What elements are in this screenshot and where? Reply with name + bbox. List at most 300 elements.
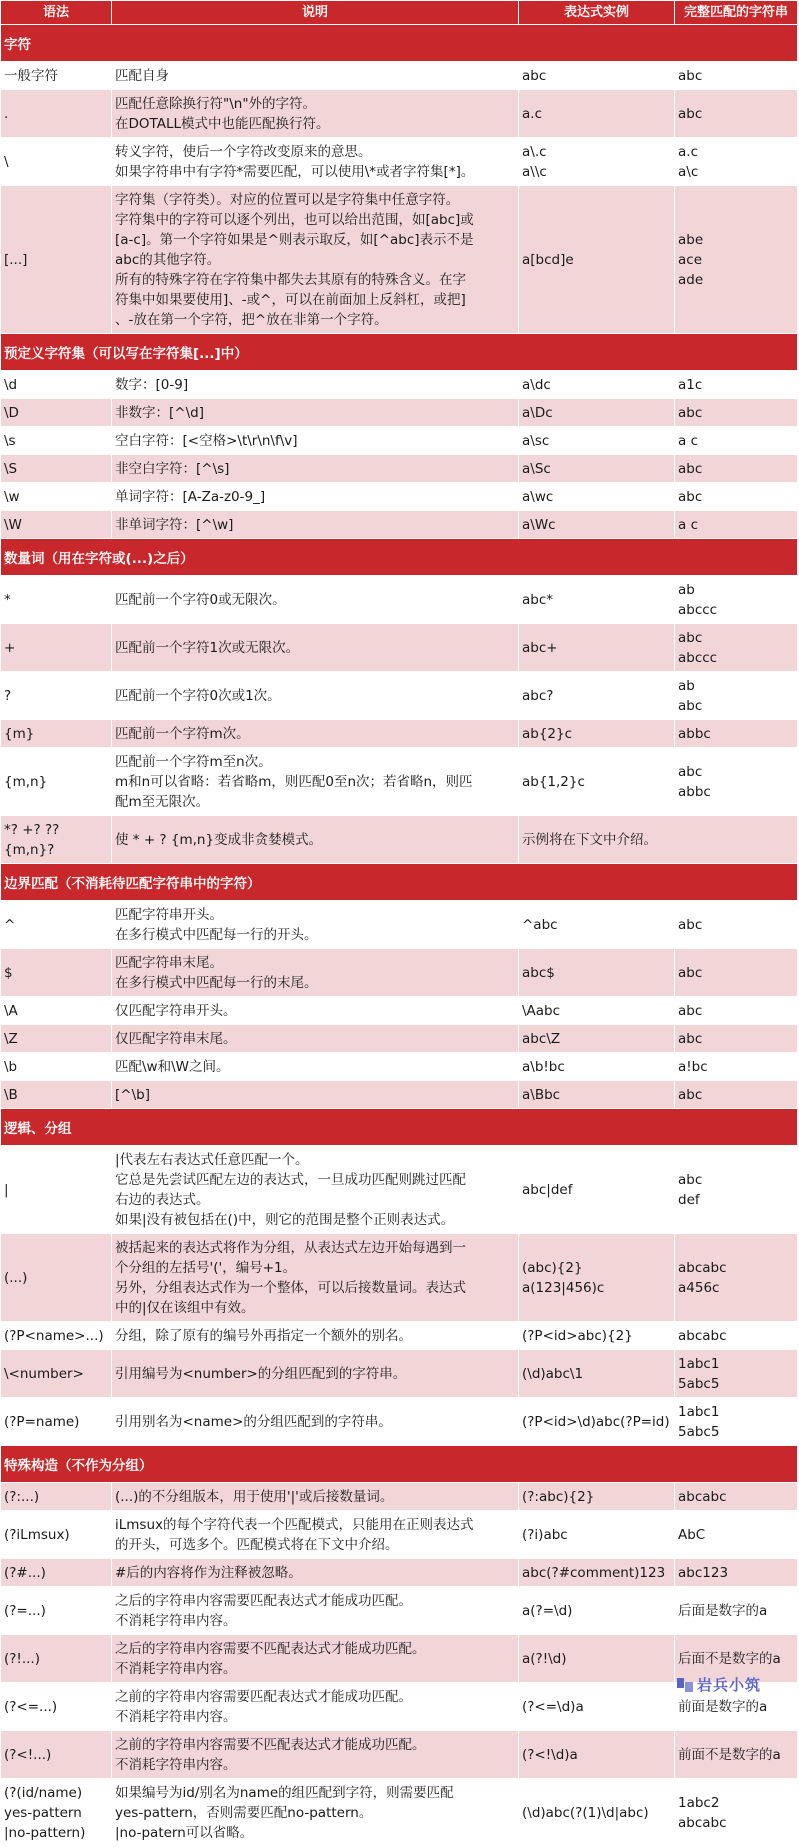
full-match-cell	[675, 138, 798, 186]
description-cell-line: 之后的字符串内容需要匹配表达式才能成功匹配。	[115, 1592, 412, 1609]
syntax-cell-line: \<number>	[4, 1365, 84, 1382]
description-cell	[112, 1398, 519, 1446]
description-cell	[112, 399, 519, 427]
full-match-cell-line: abc	[678, 460, 703, 477]
full-match-cell	[675, 427, 798, 455]
example-cell	[519, 901, 675, 949]
example-cell-line: a\\c	[522, 163, 547, 180]
description-cell-line: #后的内容将作为注释被忽略。	[115, 1564, 302, 1581]
example-cell	[519, 1683, 675, 1731]
full-match-cell-line: 5abc5	[678, 1423, 720, 1440]
description-cell-line: 个分组的左括号'('，编号+1。	[115, 1259, 297, 1276]
example-cell	[519, 748, 675, 816]
table-row	[1, 949, 798, 997]
description-cell	[112, 816, 519, 864]
table-row	[1, 748, 798, 816]
syntax-cell	[1, 138, 112, 186]
example-cell	[519, 1731, 675, 1779]
section-header-row	[1, 334, 798, 371]
example-cell	[519, 1483, 675, 1511]
description-cell-line: 配m至无限次。	[115, 793, 210, 810]
syntax-cell	[1, 1053, 112, 1081]
description-cell-line: 在多行模式中匹配每一行的末尾。	[115, 974, 318, 991]
description-cell	[112, 1350, 519, 1398]
syntax-cell-line: (?P<name>...)	[4, 1327, 104, 1344]
example-cell-line: (?i)abc	[522, 1526, 568, 1543]
full-match-cell	[675, 1053, 798, 1081]
description-cell	[112, 371, 519, 399]
description-cell-line: 匹配\w和\W之间。	[115, 1058, 230, 1075]
syntax-cell-line: (?=...)	[4, 1602, 46, 1619]
table-row	[1, 1025, 798, 1053]
table-row	[1, 186, 798, 334]
section-title: 字符	[1, 25, 798, 62]
full-match-cell-line: 后面是数字的a	[678, 1602, 768, 1619]
syntax-cell-line: (?P=name)	[4, 1413, 80, 1430]
syntax-cell-line: $	[4, 964, 13, 981]
full-match-cell	[675, 1398, 798, 1446]
full-match-cell	[675, 1350, 798, 1398]
syntax-cell	[1, 62, 112, 90]
description-cell-line: (...)的不分组版本，用于使用'|'或后接数量词。	[115, 1488, 394, 1505]
full-match-cell-line: abc	[678, 67, 703, 84]
syntax-cell	[1, 720, 112, 748]
example-cell	[519, 1779, 675, 1847]
syntax-cell	[1, 901, 112, 949]
full-match-cell	[675, 371, 798, 399]
description-cell-line: 另外，分组表达式作为一个整体，可以后接数量词。表达式	[115, 1279, 466, 1296]
full-match-cell-line: abbc	[678, 783, 711, 800]
description-cell-line: 如果字符串中有字符*需要匹配，可以使用\*或者字符集[*]。	[115, 163, 475, 180]
syntax-cell-line: .	[4, 105, 9, 122]
description-cell-line: 仅匹配字符串末尾。	[115, 1030, 237, 1047]
description-cell	[112, 483, 519, 511]
example-cell-line: ab{1,2}c	[522, 773, 585, 790]
table-row	[1, 1559, 798, 1587]
description-cell-line: 非单词字符：[^\w]	[115, 516, 234, 533]
description-cell-line: 匹配前一个字符m至n次。	[115, 753, 272, 770]
description-cell-line: 匹配前一个字符m次。	[115, 725, 250, 742]
example-cell	[519, 672, 675, 720]
description-cell	[112, 1025, 519, 1053]
example-cell-line: abc+	[522, 639, 558, 656]
description-cell-line: 之前的字符串内容需要匹配表达式才能成功匹配。	[115, 1688, 412, 1705]
description-cell	[112, 455, 519, 483]
description-cell-line: 如果编号为id/别名为name的组匹配到字符，则需要匹配	[115, 1784, 454, 1801]
full-match-cell	[675, 1559, 798, 1587]
full-match-cell-line: abcabc	[678, 1814, 727, 1831]
example-cell-line: (abc){2}	[522, 1259, 583, 1276]
example-cell	[519, 1025, 675, 1053]
full-match-cell-line: abc	[678, 629, 703, 646]
description-cell-line: |代表左右表达式任意匹配一个。	[115, 1151, 309, 1168]
full-match-cell-line: 1abc2	[678, 1794, 720, 1811]
example-cell	[519, 186, 675, 334]
description-cell-line: 分组，除了原有的编号外再指定一个额外的别名。	[115, 1327, 412, 1344]
description-cell	[112, 90, 519, 138]
full-match-cell	[675, 1731, 798, 1779]
description-cell-line: 不消耗字符串内容。	[115, 1612, 237, 1629]
description-cell-line: 符集中如果要使用]、-或^，可以在前面加上反斜杠，或把]	[115, 291, 466, 308]
syntax-cell-line: (?#...)	[4, 1564, 46, 1581]
section-header-row	[1, 25, 798, 62]
example-cell-line: (?P<id>abc){2}	[522, 1327, 633, 1344]
full-match-cell-line: abc123	[678, 1564, 729, 1581]
syntax-cell-line: (?<!...)	[4, 1746, 52, 1763]
full-match-cell-line: 1abc1	[678, 1355, 720, 1372]
table-row	[1, 1234, 798, 1322]
description-cell	[112, 1146, 519, 1234]
example-cell	[519, 816, 798, 864]
table-row	[1, 1398, 798, 1446]
section-header-row	[1, 1446, 798, 1483]
syntax-cell-line: \Z	[4, 1030, 18, 1047]
table-row	[1, 90, 798, 138]
syntax-cell-line: (?:...)	[4, 1488, 40, 1505]
description-cell-line: 引用编号为<number>的分组匹配到的字符串。	[115, 1365, 407, 1382]
example-cell-line: a\Wc	[522, 516, 556, 533]
description-cell-line: 非空白字符：[^\s]	[115, 460, 230, 477]
example-cell-line: a\wc	[522, 488, 554, 505]
example-cell	[519, 1587, 675, 1635]
example-cell	[519, 1350, 675, 1398]
syntax-cell-line: +	[4, 639, 16, 656]
table-row	[1, 1322, 798, 1350]
example-cell	[519, 997, 675, 1025]
syntax-cell	[1, 1731, 112, 1779]
example-cell-line: abc?	[522, 687, 554, 704]
full-match-cell-line: ab	[678, 581, 695, 598]
example-cell	[519, 1322, 675, 1350]
description-cell-line: [^\b]	[115, 1086, 150, 1103]
description-cell	[112, 186, 519, 334]
syntax-cell-line: |no-pattern)	[4, 1824, 86, 1841]
full-match-cell	[675, 576, 798, 624]
full-match-cell	[675, 90, 798, 138]
example-cell-line: a[bcd]e	[522, 251, 574, 268]
full-match-cell-line: abc	[678, 1002, 703, 1019]
example-cell-line: (?<!\d)a	[522, 1746, 578, 1763]
full-match-cell	[675, 720, 798, 748]
example-cell-line: (\d)abc\1	[522, 1365, 584, 1382]
example-cell-line: a\.c	[522, 143, 547, 160]
example-cell	[519, 427, 675, 455]
example-cell-line: abc|def	[522, 1181, 573, 1198]
description-cell-line: 如果|没有被包括在()中，则它的范围是整个正则表达式。	[115, 1211, 455, 1228]
table-row	[1, 901, 798, 949]
full-match-cell	[675, 1234, 798, 1322]
section-title: 数量词（用在字符或(...)之后）	[1, 539, 798, 576]
syntax-cell-line: ^	[4, 916, 16, 933]
full-match-cell	[675, 186, 798, 334]
example-cell	[519, 483, 675, 511]
section-title: 逻辑、分组	[1, 1109, 798, 1146]
example-cell-line: (?P<id>\d)abc(?P=id)	[522, 1413, 670, 1430]
full-match-cell-line: abcabc	[678, 1259, 727, 1276]
full-match-cell-line: abc	[678, 488, 703, 505]
example-cell	[519, 511, 675, 539]
full-match-cell-line: abc	[678, 404, 703, 421]
description-cell-line: 匹配字符串开头。	[115, 906, 223, 923]
description-cell-line: 不消耗字符串内容。	[115, 1756, 237, 1773]
description-cell-line: 匹配前一个字符0或无限次。	[115, 591, 286, 608]
description-cell-line: 的开头，可选多个。匹配模式将在下文中介绍。	[115, 1536, 399, 1553]
example-cell	[519, 90, 675, 138]
example-cell-line: a(?!\d)	[522, 1650, 567, 1667]
description-cell-line: 被括起来的表达式将作为分组，从表达式左边开始每遇到一	[115, 1239, 466, 1256]
full-match-cell	[675, 1587, 798, 1635]
section-title: 预定义字符集（可以写在字符集[...]中）	[1, 334, 798, 371]
description-cell	[112, 1559, 519, 1587]
table-row	[1, 997, 798, 1025]
syntax-cell	[1, 997, 112, 1025]
syntax-cell	[1, 399, 112, 427]
description-cell-line: 之前的字符串内容需要不匹配表达式才能成功匹配。	[115, 1736, 426, 1753]
table-row	[1, 455, 798, 483]
full-match-cell-line: ace	[678, 251, 703, 268]
example-cell-line: a\Bbc	[522, 1086, 561, 1103]
description-cell-line: m和n可以省略：若省略m，则匹配0至n次；若省略n，则匹	[115, 773, 473, 790]
syntax-cell	[1, 672, 112, 720]
description-cell	[112, 138, 519, 186]
full-match-cell	[675, 455, 798, 483]
syntax-cell	[1, 1234, 112, 1322]
example-cell	[519, 455, 675, 483]
description-cell	[112, 1053, 519, 1081]
full-match-cell	[675, 1081, 798, 1109]
syntax-cell	[1, 455, 112, 483]
example-cell-line: abc(?#comment)123	[522, 1564, 666, 1581]
description-cell-line: 右边的表达式。	[115, 1191, 210, 1208]
table-body	[1, 25, 798, 1847]
description-cell	[112, 1779, 519, 1847]
syntax-cell	[1, 1025, 112, 1053]
header-row	[1, 1, 798, 25]
description-cell	[112, 62, 519, 90]
table-row	[1, 483, 798, 511]
full-match-cell	[675, 901, 798, 949]
watermark	[677, 1674, 761, 1695]
example-cell-line: a\Sc	[522, 460, 551, 477]
syntax-cell-line: 一般字符	[4, 67, 58, 84]
syntax-cell	[1, 1683, 112, 1731]
full-match-cell-line: def	[678, 1191, 700, 1208]
full-match-cell-line: abcabc	[678, 1327, 727, 1344]
syntax-cell	[1, 186, 112, 334]
full-match-cell	[675, 1146, 798, 1234]
full-match-cell-line: abbc	[678, 725, 711, 742]
section-header-row	[1, 1109, 798, 1146]
table-header	[1, 1, 798, 25]
example-cell	[519, 1635, 675, 1683]
syntax-cell-line: {m,n}	[4, 773, 48, 790]
full-match-cell-line: a1c	[678, 376, 703, 393]
example-cell	[519, 1511, 675, 1559]
syntax-cell-line: \w	[4, 488, 20, 505]
description-cell-line: 数字：[0-9]	[115, 376, 189, 393]
description-cell	[112, 1483, 519, 1511]
full-match-cell-line: abc	[678, 105, 703, 122]
description-cell-line: 它总是先尝试匹配左边的表达式，一旦成功匹配则跳过匹配	[115, 1171, 466, 1188]
full-match-cell	[675, 748, 798, 816]
full-match-cell	[675, 997, 798, 1025]
example-cell	[519, 1053, 675, 1081]
description-cell-line: 之后的字符串内容需要不匹配表达式才能成功匹配。	[115, 1640, 426, 1657]
description-cell	[112, 949, 519, 997]
syntax-cell-line: \D	[4, 404, 19, 421]
table-row	[1, 138, 798, 186]
syntax-cell-line: \B	[4, 1086, 18, 1103]
example-cell	[519, 371, 675, 399]
table-row	[1, 816, 798, 864]
table-row	[1, 672, 798, 720]
full-match-cell-line: ab	[678, 677, 695, 694]
syntax-cell	[1, 1146, 112, 1234]
description-cell-line: 不消耗字符串内容。	[115, 1708, 237, 1725]
description-cell	[112, 720, 519, 748]
syntax-cell	[1, 1779, 112, 1847]
example-cell	[519, 138, 675, 186]
example-cell-line: (?<=\d)a	[522, 1698, 584, 1715]
full-match-cell-line: a c	[678, 516, 698, 533]
description-cell-line: 匹配前一个字符0次或1次。	[115, 687, 281, 704]
syntax-cell-line: *	[4, 591, 11, 608]
full-match-cell-line: abc	[678, 697, 703, 714]
example-cell	[519, 576, 675, 624]
table-row	[1, 624, 798, 672]
full-match-cell-line: 后面不是数字的a	[678, 1650, 781, 1667]
example-cell	[519, 624, 675, 672]
description-cell-line: 在DOTALL模式中也能匹配换行符。	[115, 115, 330, 132]
example-cell-line: a(123|456)c	[522, 1279, 605, 1296]
description-cell-line: 字符集（字符类）。对应的位置可以是字符集中任意字符。	[115, 191, 460, 208]
section-title: 特殊构造（不作为分组）	[1, 1446, 798, 1483]
syntax-cell	[1, 1587, 112, 1635]
description-cell-line: 非数字：[^\d]	[115, 404, 204, 421]
full-match-cell-line: 5abc5	[678, 1375, 720, 1392]
full-match-cell-line: abc	[678, 1030, 703, 1047]
full-match-cell	[675, 511, 798, 539]
full-match-cell-line: abc	[678, 1086, 703, 1103]
table-row	[1, 1587, 798, 1635]
watermark-logo-icon	[677, 1678, 693, 1692]
example-cell-line: \Aabc	[522, 1002, 561, 1019]
example-cell-line: ^abc	[522, 916, 558, 933]
header-description: 说明	[112, 1, 519, 25]
description-cell	[112, 901, 519, 949]
syntax-cell	[1, 90, 112, 138]
description-cell	[112, 1635, 519, 1683]
syntax-cell	[1, 371, 112, 399]
syntax-cell-line: (?<=...)	[4, 1698, 58, 1715]
description-cell	[112, 1731, 519, 1779]
example-cell-line: a(?=\d)	[522, 1602, 573, 1619]
example-cell	[519, 62, 675, 90]
description-cell-line: 引用别名为<name>的分组匹配到的字符串。	[115, 1413, 392, 1430]
syntax-cell-line: (?!...)	[4, 1650, 40, 1667]
watermark-text: 岩兵小筑	[696, 1676, 761, 1694]
section-header-row	[1, 864, 798, 901]
full-match-cell-line: a c	[678, 432, 698, 449]
description-cell-line: 匹配自身	[115, 67, 169, 84]
full-match-cell	[675, 1779, 798, 1847]
example-cell	[519, 1398, 675, 1446]
description-cell-line: 使 * + ? {m,n}变成非贪婪模式。	[115, 831, 323, 848]
full-match-cell-line: a.c	[678, 143, 698, 160]
description-cell	[112, 1587, 519, 1635]
syntax-cell	[1, 511, 112, 539]
section-header-row	[1, 539, 798, 576]
table-row	[1, 1511, 798, 1559]
example-cell	[519, 1146, 675, 1234]
table-row	[1, 399, 798, 427]
table-row	[1, 371, 798, 399]
full-match-cell	[675, 672, 798, 720]
description-cell	[112, 1683, 519, 1731]
syntax-cell-line: {m,n}?	[4, 841, 55, 858]
example-cell-line: ab{2}c	[522, 725, 573, 742]
description-cell	[112, 748, 519, 816]
full-match-cell-line: abe	[678, 231, 704, 248]
table-row	[1, 576, 798, 624]
description-cell-line: |no-patern可以省略。	[115, 1824, 254, 1841]
description-cell	[112, 427, 519, 455]
table-row	[1, 1146, 798, 1234]
full-match-cell-line: abccc	[678, 649, 718, 666]
syntax-cell-line: \s	[4, 432, 16, 449]
full-match-cell-line: a456c	[678, 1279, 720, 1296]
full-match-cell	[675, 1322, 798, 1350]
description-cell-line: 匹配字符串末尾。	[115, 954, 223, 971]
example-cell-line: a\b!bc	[522, 1058, 565, 1075]
description-cell	[112, 624, 519, 672]
full-match-cell-line: a!bc	[678, 1058, 708, 1075]
full-match-cell-line: 前面不是数字的a	[678, 1746, 781, 1763]
table-row	[1, 427, 798, 455]
full-match-cell	[675, 399, 798, 427]
full-match-cell-line: abc	[678, 1171, 703, 1188]
syntax-cell	[1, 427, 112, 455]
full-match-cell	[675, 1511, 798, 1559]
description-cell	[112, 1511, 519, 1559]
table-row	[1, 511, 798, 539]
description-cell-line: 在多行模式中匹配每一行的开头。	[115, 926, 318, 943]
syntax-cell	[1, 1635, 112, 1683]
syntax-cell-line: \b	[4, 1058, 18, 1075]
table-row	[1, 1779, 798, 1847]
description-cell-line: 空白字符：[<空格>\t\r\n\f\v]	[115, 432, 298, 449]
syntax-cell	[1, 1350, 112, 1398]
example-cell-line: a.c	[522, 105, 542, 122]
full-match-cell-line: abc	[678, 916, 703, 933]
syntax-cell-line: |	[4, 1181, 9, 1198]
syntax-cell-line: (?(id/name)	[4, 1784, 83, 1801]
syntax-cell-line: \	[4, 153, 9, 170]
description-cell-line: 所有的特殊字符在字符集中都失去其原有的特殊含义。在字	[115, 271, 466, 288]
full-match-cell	[675, 1025, 798, 1053]
syntax-cell-line: ?	[4, 687, 12, 704]
syntax-cell	[1, 1483, 112, 1511]
full-match-cell-line: AbC	[678, 1526, 706, 1543]
syntax-cell	[1, 624, 112, 672]
syntax-cell-line: (...)	[4, 1269, 28, 1286]
description-cell	[112, 997, 519, 1025]
table-row	[1, 720, 798, 748]
syntax-cell-line: \d	[4, 376, 18, 393]
syntax-cell	[1, 1559, 112, 1587]
full-match-cell-line: abcabc	[678, 1488, 727, 1505]
syntax-cell-line: (?iLmsux)	[4, 1526, 70, 1543]
